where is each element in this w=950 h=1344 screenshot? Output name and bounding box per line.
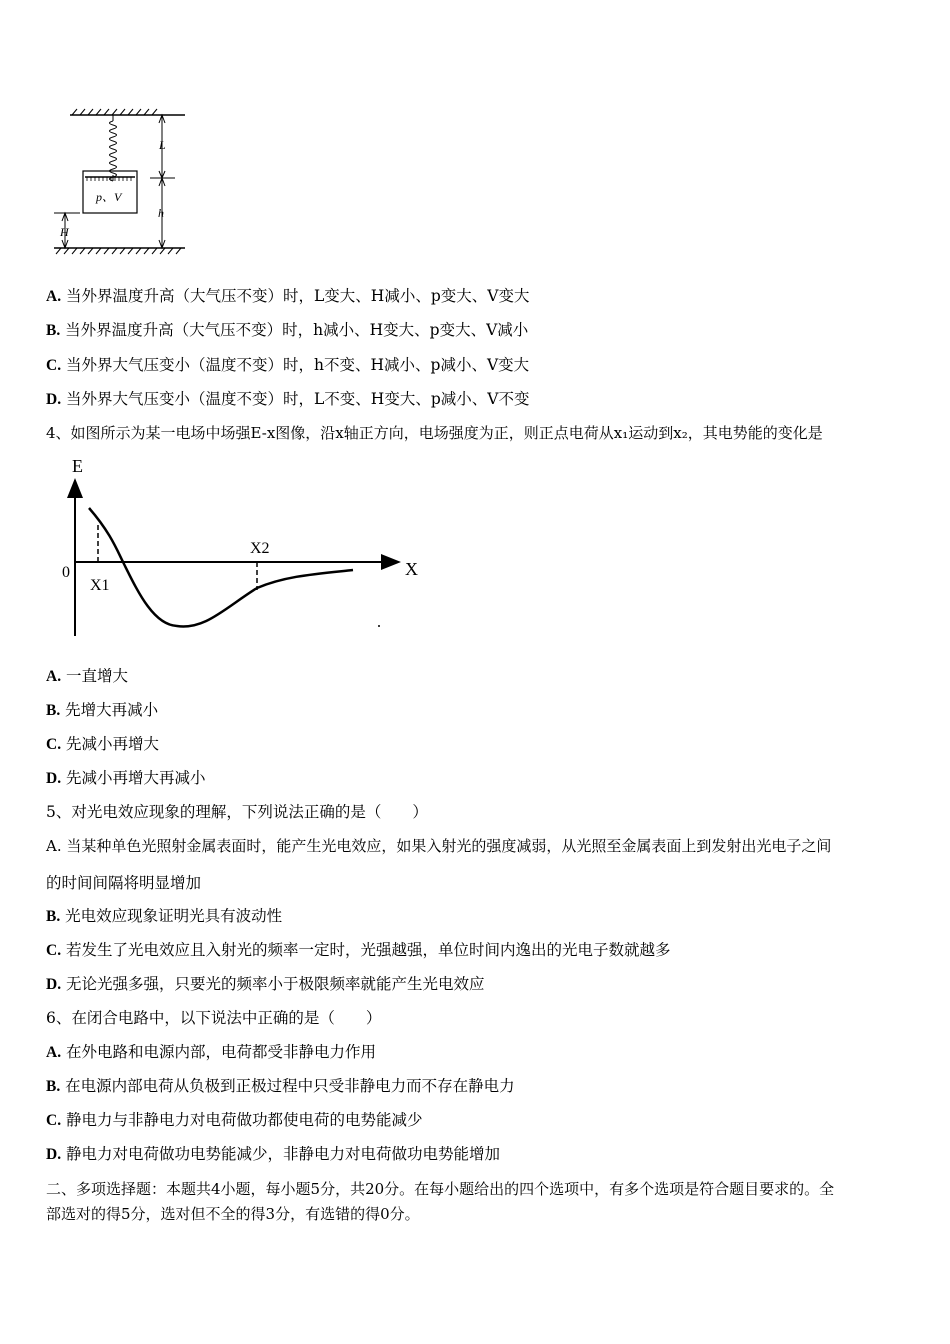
q5-stem: 5、对光电效应现象的理解，下列说法正确的是（ ）	[46, 803, 428, 821]
q4-option-b[interactable]: B. 先增大再减小	[46, 701, 159, 719]
q3-option-d[interactable]: D. 当外界大气压变小（温度不变）时，L不变、H变大、p减小、V不变	[46, 390, 530, 408]
q3-option-c[interactable]: C. 当外界大气压变小（温度不变）时，h不变、H减小、p减小、V变大	[46, 356, 530, 374]
q3-option-b[interactable]: B. 当外界温度升高（大气压不变）时，h减小、H变大、p变大、V减小	[46, 321, 529, 339]
L-label: L	[159, 138, 166, 152]
H-label: H	[60, 225, 69, 239]
q4-option-a[interactable]: A. 一直增大	[46, 667, 129, 685]
q6-option-c[interactable]: C. 静电力与非静电力对电荷做功都使电荷的电势能减少	[46, 1111, 423, 1129]
q5-option-b[interactable]: B. 光电效应现象证明光具有波动性	[46, 907, 283, 925]
pv-label: p、V	[96, 190, 122, 204]
e-curve	[89, 508, 353, 626]
e-x-graph	[55, 450, 435, 645]
x1-label: X1	[90, 577, 110, 594]
q6-stem: 6、在闭合电路中，以下说法中正确的是（ ）	[46, 1009, 382, 1027]
h-label: h	[158, 206, 164, 220]
y-axis-label: E	[72, 456, 83, 476]
x2-label: X2	[250, 540, 270, 557]
q5-option-c[interactable]: C. 若发生了光电效应且入射光的频率一定时，光强越强，单位时间内逸出的光电子数就越多	[46, 941, 671, 959]
q6-option-b[interactable]: B. 在电源内部电荷从负极到正极过程中只受非静电力而不存在静电力	[46, 1077, 515, 1095]
q5-option-d[interactable]: D. 无论光强多强，只要光的频率小于极限频率就能产生光电效应	[46, 975, 485, 993]
spring-cylinder-figure	[50, 105, 200, 255]
q6-option-a[interactable]: A. 在外电路和电源内部，电荷都受非静电力作用	[46, 1043, 377, 1061]
q4-stem: 4、如图所示为某一电场中场强E-x图像，沿x轴正方向，电场强度为正，则正点电荷从x₁运动到x₂，其电势能的变化是	[46, 424, 823, 442]
section-2-heading: 二、多项选择题：本题共4小题，每小题5分，共20分。在每小题给出的四个选项中，有多个选项是符合题目要求的。全	[46, 1180, 835, 1198]
stray-dot	[378, 625, 380, 627]
q5-option-a[interactable]: A. 当某种单色光照射金属表面时，能产生光电效应，如果入射光的强度减弱，从光照至金属表面上到发射出光电子之间	[46, 837, 832, 855]
section-2-heading-cont: 部选对的得5分，选对但不全的得3分，有选错的得0分。	[46, 1205, 420, 1223]
q5-option-a-cont: 的时间间隔将明显增加	[46, 874, 202, 892]
q4-option-c[interactable]: C. 先减小再增大	[46, 735, 160, 753]
origin-label: 0	[62, 564, 70, 581]
x-axis-label: X	[405, 559, 418, 579]
q3-option-a[interactable]: A. 当外界温度升高（大气压不变）时，L变大、H减小、p变大、V变大	[46, 287, 530, 305]
q6-option-d[interactable]: D. 静电力对电荷做功电势能减少，非静电力对电荷做功电势能增加	[46, 1145, 501, 1163]
q4-option-d[interactable]: D. 先减小再增大再减小	[46, 769, 206, 787]
